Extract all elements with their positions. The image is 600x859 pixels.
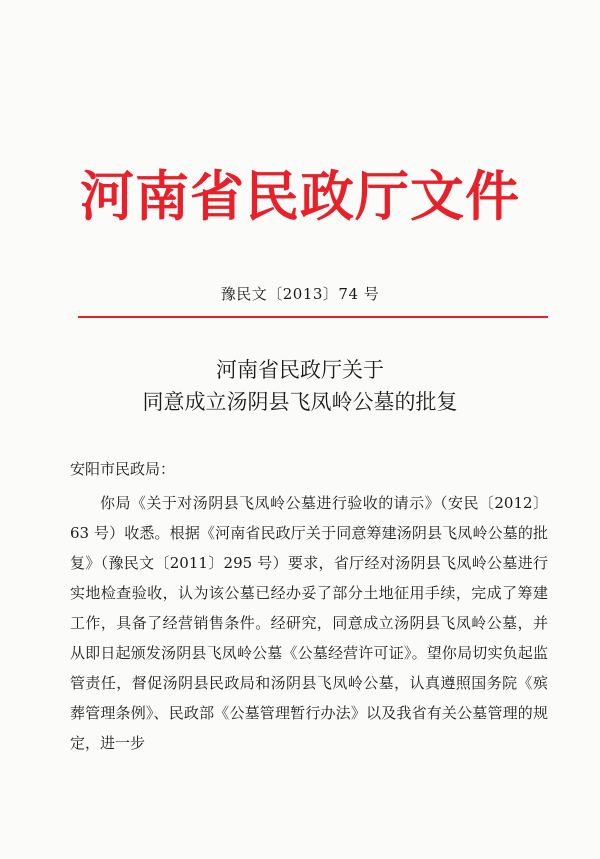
subject-line-2: 同意成立汤阴县飞凤岭公墓的批复 bbox=[142, 390, 458, 414]
red-divider-line bbox=[78, 316, 548, 318]
document-header-title: 河南省民政厅文件 bbox=[80, 165, 520, 228]
body-paragraph: 你局《关于对汤阴县飞凤岭公墓进行验收的请示》（安民〔2012〕63 号）收悉。根据《河南省民政厅关于同意筹建汤阴县飞凤岭公墓的批复》（豫民文〔2011〕295 号）要求，省厅经对汤阴县飞凤岭公墓进行实地检查验收，认为该公墓已经办妥了部分土地征用手续，完成了筹建工作，具备了经营销售条件。经研究，同意成立汤阴县飞凤岭公墓，并从即日起颁发汤阴县飞凤岭公墓《公墓经营许可证》。望你局切实负起监管责任，督促汤阴县民政局和汤阴县飞凤岭公墓，认真遵照国务院《殡葬管理条例》、民政部《公墓管理暂行办法》以及我省有关公墓管理的规定，进一步 bbox=[70, 494, 548, 752]
subject-line-1: 河南省民政厅关于 bbox=[216, 358, 384, 382]
document-number: 豫民文〔2013〕74 号 bbox=[220, 285, 380, 303]
addressee: 安阳市民政局： bbox=[70, 460, 176, 478]
document-subject bbox=[0, 354, 600, 418]
